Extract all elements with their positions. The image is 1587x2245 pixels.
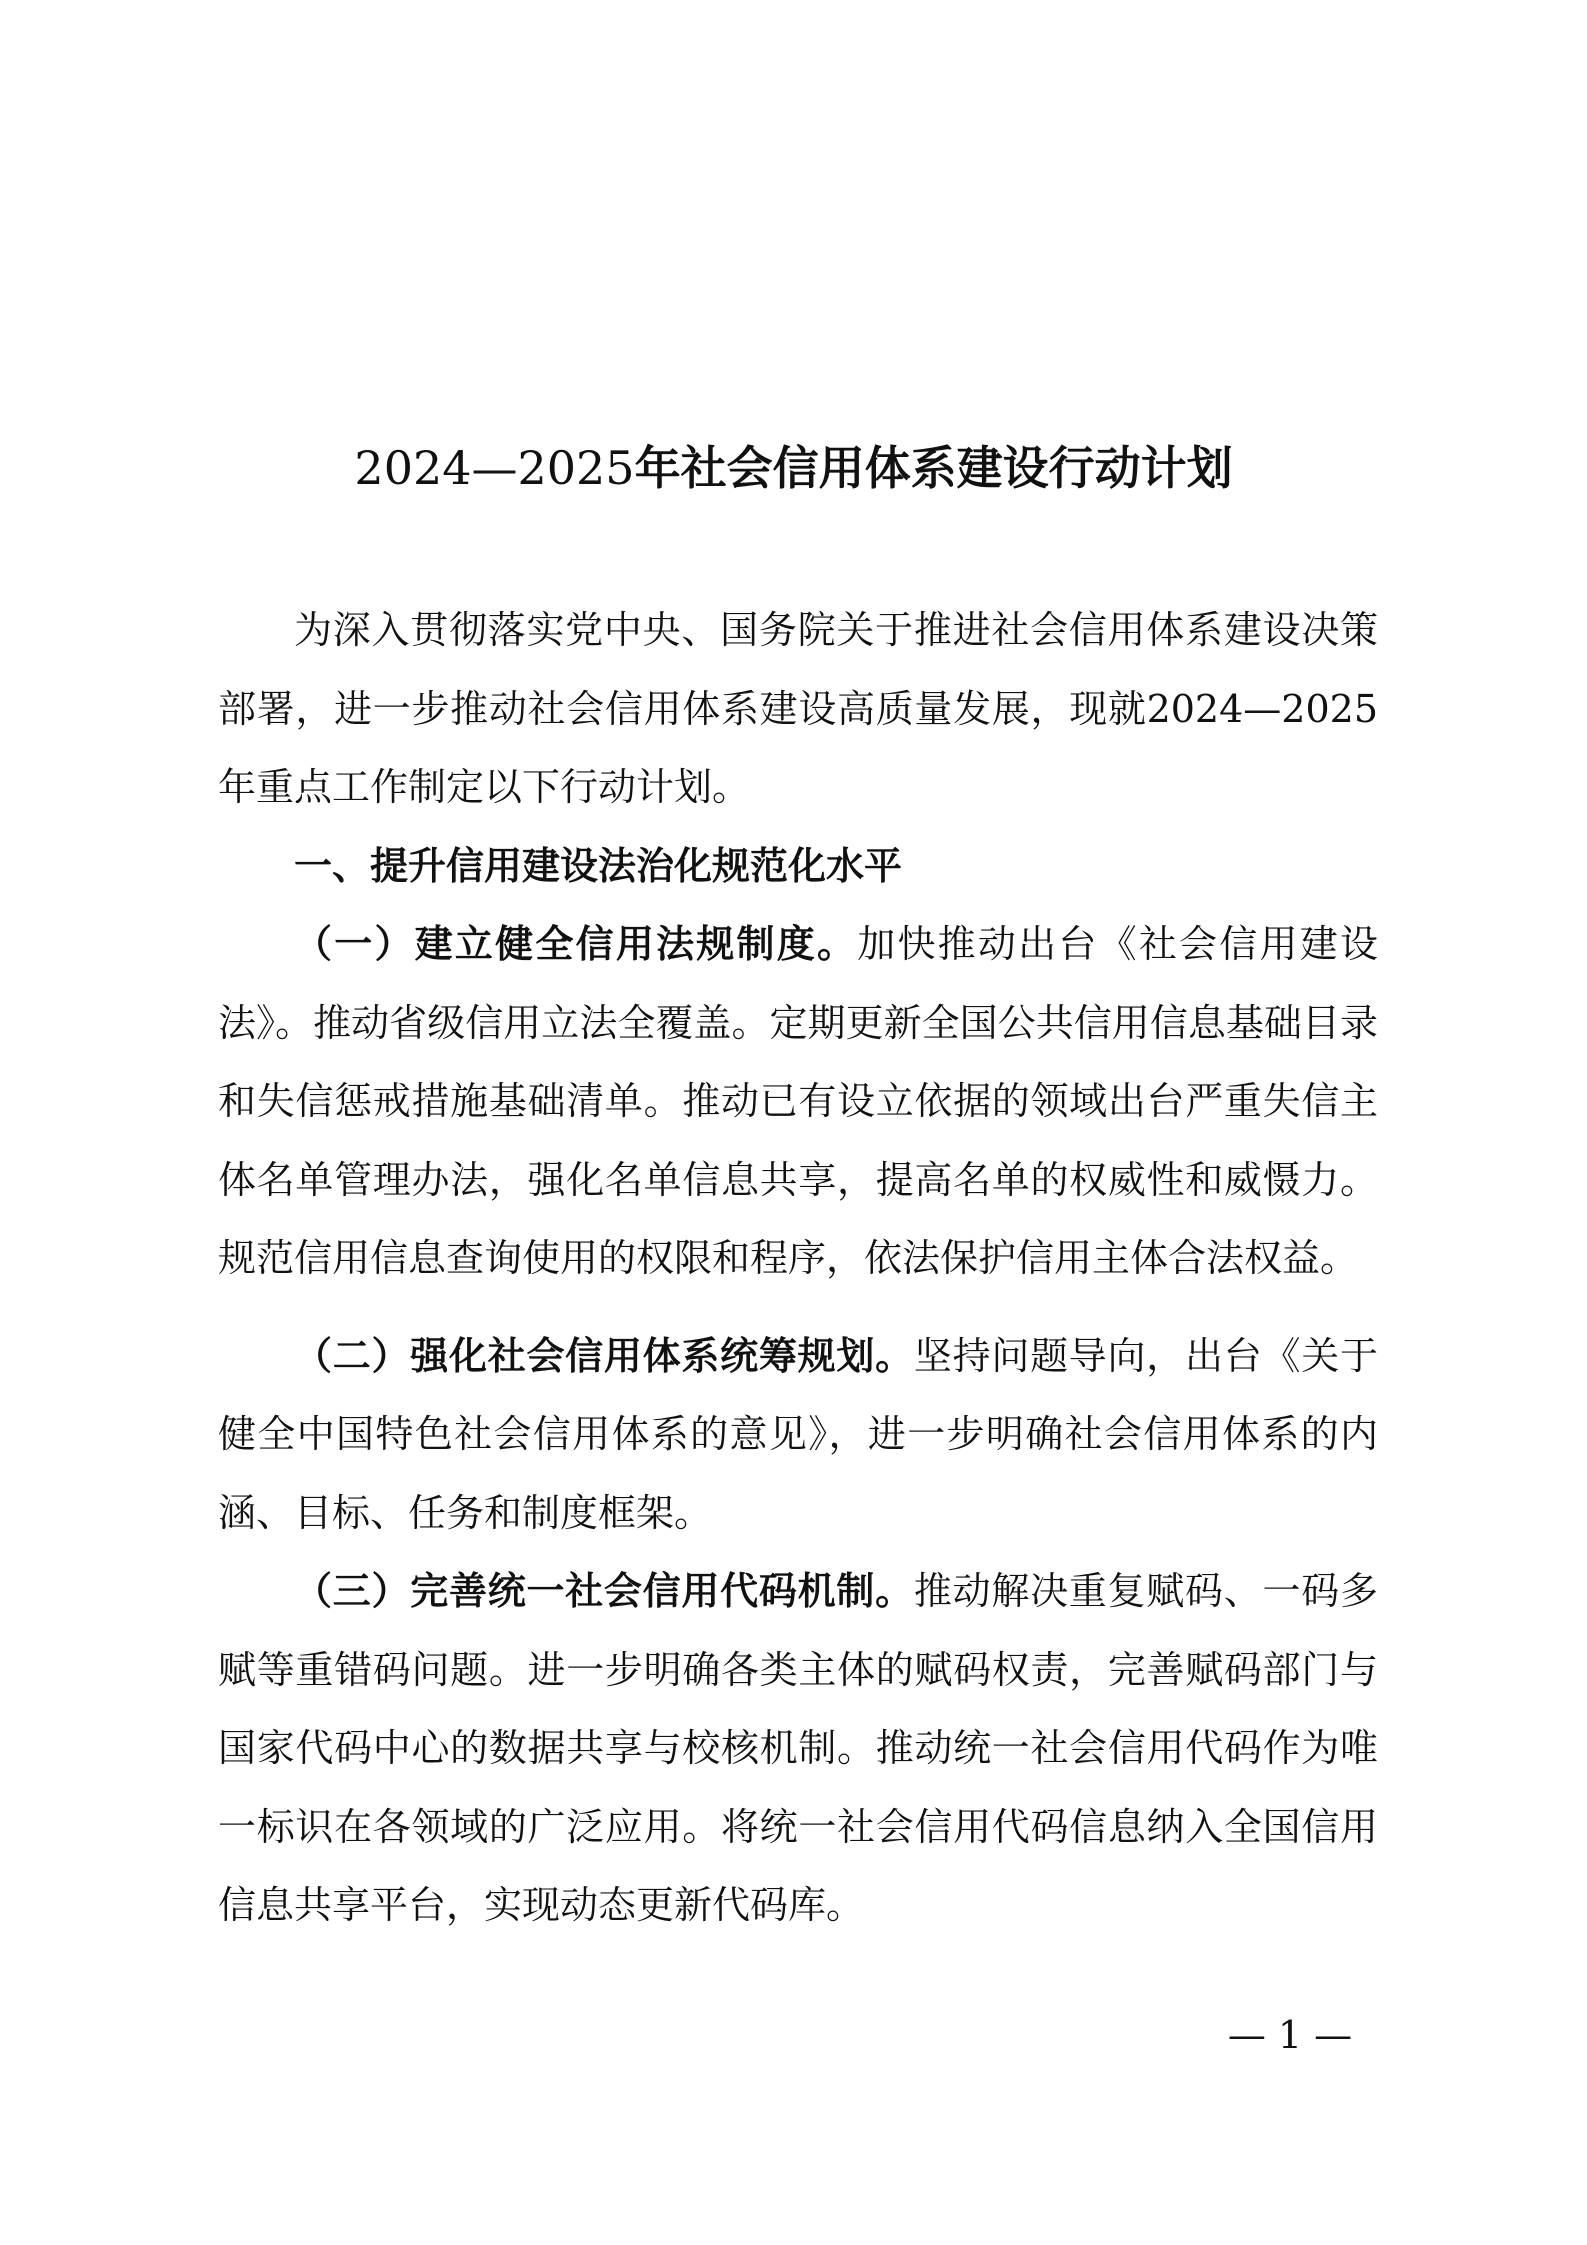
item-paragraph-2 [218, 1317, 1378, 1553]
document-title [0, 438, 1587, 498]
document-body [218, 591, 1378, 1945]
item-heading-2: （二）强化社会信用体系统筹规划。 [294, 1332, 914, 1378]
item-text-2: 坚持问题导向，出台《关于健全中国特色社会信用体系的意见》，进一步明确社会信用体系的内涵、目标、任务和制度框架。 [218, 1333, 1378, 1535]
item-paragraph-1 [218, 905, 1378, 1298]
item-heading-1: （一）建立健全信用法规制度。 [294, 921, 858, 966]
page-number: — 1 — [1227, 2013, 1353, 2057]
title-text: 年社会信用体系建设行动计划 [634, 441, 1233, 495]
item-paragraph-3 [218, 1552, 1378, 1945]
item-heading-3: （三）完善统一社会信用代码机制。 [294, 1568, 914, 1613]
intro-paragraph: 为深入贯彻落实党中央、国务院关于推进社会信用体系建设决策部署，进一步推动社会信用体系建设高质量发展，现就2024—2025年重点工作制定以下行动计划。 [218, 608, 1378, 809]
item-text-1: 加快推动出台《社会信用建设法》。推动省级信用立法全覆盖。定期更新全国公共信用信息基础目录和失信惩戒措施基础清单。推动已有设立依据的领域出台严重失信主体名单管理办法，强化名单信息共享，提高名单的权威性和威慑力。规范信用信息查询使用的权限和程序，依法保护信用主体合法权益。 [218, 922, 1378, 1280]
title-year-range: 2024—2025 [354, 441, 635, 495]
section-heading-1: 一、提升信用建设法治化规范化水平 [294, 842, 903, 888]
item-text-3: 推动解决重复赋码、一码多赋等重错码问题。进一步明确各类主体的赋码权责，完善赋码部门与国家代码中心的数据共享与校核机制。推动统一社会信用代码作为唯一标识在各领域的广泛应用。将统一社会信用代码信息纳入全国信用信息共享平台，实现动态更新代码库。 [218, 1569, 1378, 1927]
